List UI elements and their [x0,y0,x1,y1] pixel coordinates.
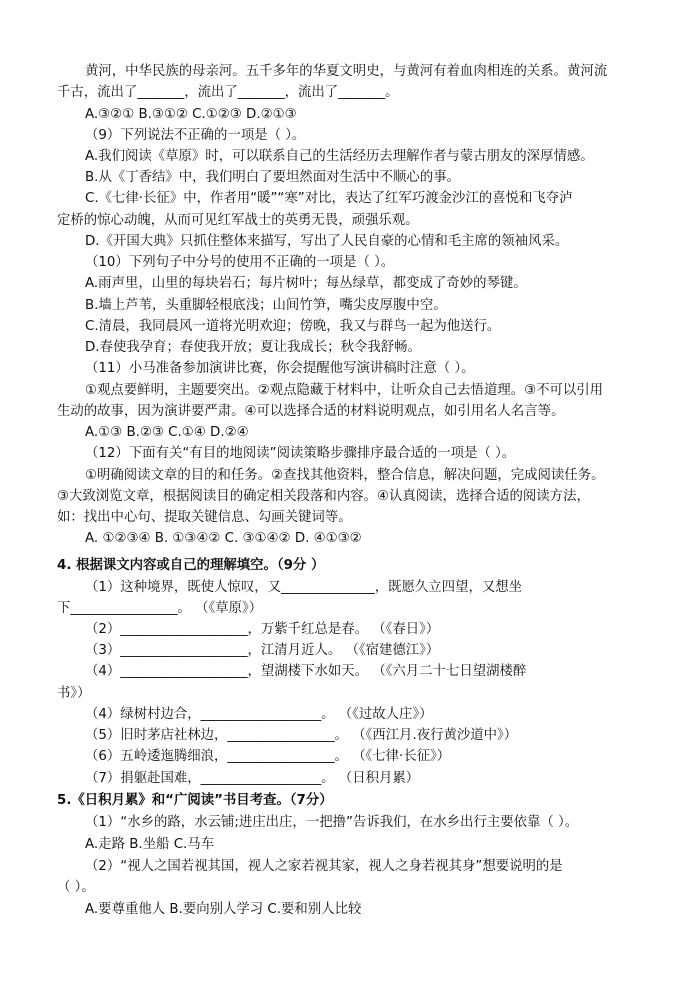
text-line: A.①③ B.②③ C.①④ D.②④ [85,425,249,440]
text-line: A.要尊重他人 B.要向别人学习 C.要和别人比较 [85,902,362,917]
text-line: D.春使我孕育；春使我开放；夏让我成长；秋令我舒畅。 [85,340,421,355]
text-line: （11）小马准备参加演讲比赛，你会提醒他写演讲稿时注意（ ）。 [85,361,475,376]
text-line: （4）___________________，望湖楼下水如天。 （《六月二十七日望湖楼醉 [85,664,527,679]
text-line: 黄河，中华民族的母亲河。五千多年的华夏文明史，与黄河有着血肉相连的关系。黄河流 [85,64,608,79]
text-line: A.③②① B.③①② C.①②③ D.②①③ [85,107,297,122]
text-line: （4）绿树村边合，__________________。 （《过故人庄》） [85,707,433,722]
text-line: （10）下列句子中分号的使用不正确的一项是（ ）。 [85,255,395,270]
text-line: 如：找出中心句、提取关键信息、勾画关键词等。 [57,510,352,525]
text-line: A.雨声里，山里的每块岩石；每片树叶；每丛绿草，都变成了奇妙的琴键。 [85,276,527,291]
text-line: C.清晨，我同晨风一道将光明欢迎；傍晚，我又与群鸟一起为他送行。 [85,319,501,334]
text-line: （1）这种境界，既使人惊叹，又______________，既愿久立四望，又想坐 [85,580,523,595]
text-line: 定桥的惊心动魄，从而可见红军战士的英勇无畏，顽强乐观。 [57,213,419,228]
text-line: （6）五岭逶迤腾细浪，________________。 （《七律·长征》） [85,749,451,764]
text-line: ③大致浏览文章，根据阅读目的确定相关段落和内容。④认真阅读，选择合适的阅读方法， [57,489,590,504]
text-line: 书》） [57,686,91,701]
text-line: A.我们阅读《草原》时，可以联系自己的生活经历去理解作者与蒙古朋友的深厚情感。 [85,149,594,164]
text-line: A.走路 B.坐船 C.马车 [85,837,215,852]
text-line: C.《七律·长征》中，作者用“暖”“寒”对比，表达了红军巧渡金沙江的喜悦和飞夺泸 [85,191,573,206]
text-line: （7）捐躯赴国难，__________________。 （日积月累） [85,771,420,786]
text-line: （9）下列说法不正确的一项是（ ）。 [85,128,306,143]
text-line: （1）“水乡的路，水云铺;进庄出庄，一把撸”告诉我们，在水乡出行主要依靠（ ）。 [85,815,579,830]
text-line: 生动的故事，因为演讲要严肃。④可以选择合适的材料说明观点，如引用名人名言等。 [57,404,565,419]
text-line: 千古，流出了_______，流出了_______，流出了_______。 [57,85,399,100]
text-line: 下________________。 （《草原》） [57,601,263,616]
text-line: 4. 根据课文内容或自己的理解填空。（9分 ） [57,558,325,573]
text-line: 5.《日积月累》和“广阅读”书目考查。（7分） [57,793,333,808]
text-line: A. ①②③④ B. ①③④② C. ③①④② D. ④①③② [85,531,362,546]
text-line: （5）旧时茅店社林边，________________。 （《西江月.夜行黄沙道中》） [85,728,518,743]
text-line: ①明确阅读文章的目的和任务。②查找其他资料，整合信息，解决问题，完成阅读任务。 [85,468,605,483]
text-line: （ ）。 [57,880,95,895]
text-line: （12）下面有关“有目的地阅读”阅读策略步骤排序最合适的一项是（ ）。 [85,446,516,461]
text-line: ①观点要鲜明，主题要突出。②观点隐藏于材料中，让听众自己去悟道理。③不可以引用 [85,383,604,398]
text-line: B.从《丁香结》中，我们明白了要坦然面对生活中不顺心的事。 [85,170,460,185]
text-line: （2）___________________，万紫千红总是春。 （《春日》） [85,622,440,637]
text-line: （3）___________________，江清月近人。 （《宿建德江》） [85,643,440,658]
text-line: D.《开国大典》只抓住整体来描写，写出了人民自豪的心情和毛主席的领袖风采。 [85,234,569,249]
text-line: B.墙上芦苇，头重脚轻根底浅；山间竹笋，嘴尖皮厚腹中空。 [85,298,447,313]
text-line: （2）“视人之国若视其国，视人之家若视其家，视人之身若视其身”想要说明的是 [85,859,563,874]
